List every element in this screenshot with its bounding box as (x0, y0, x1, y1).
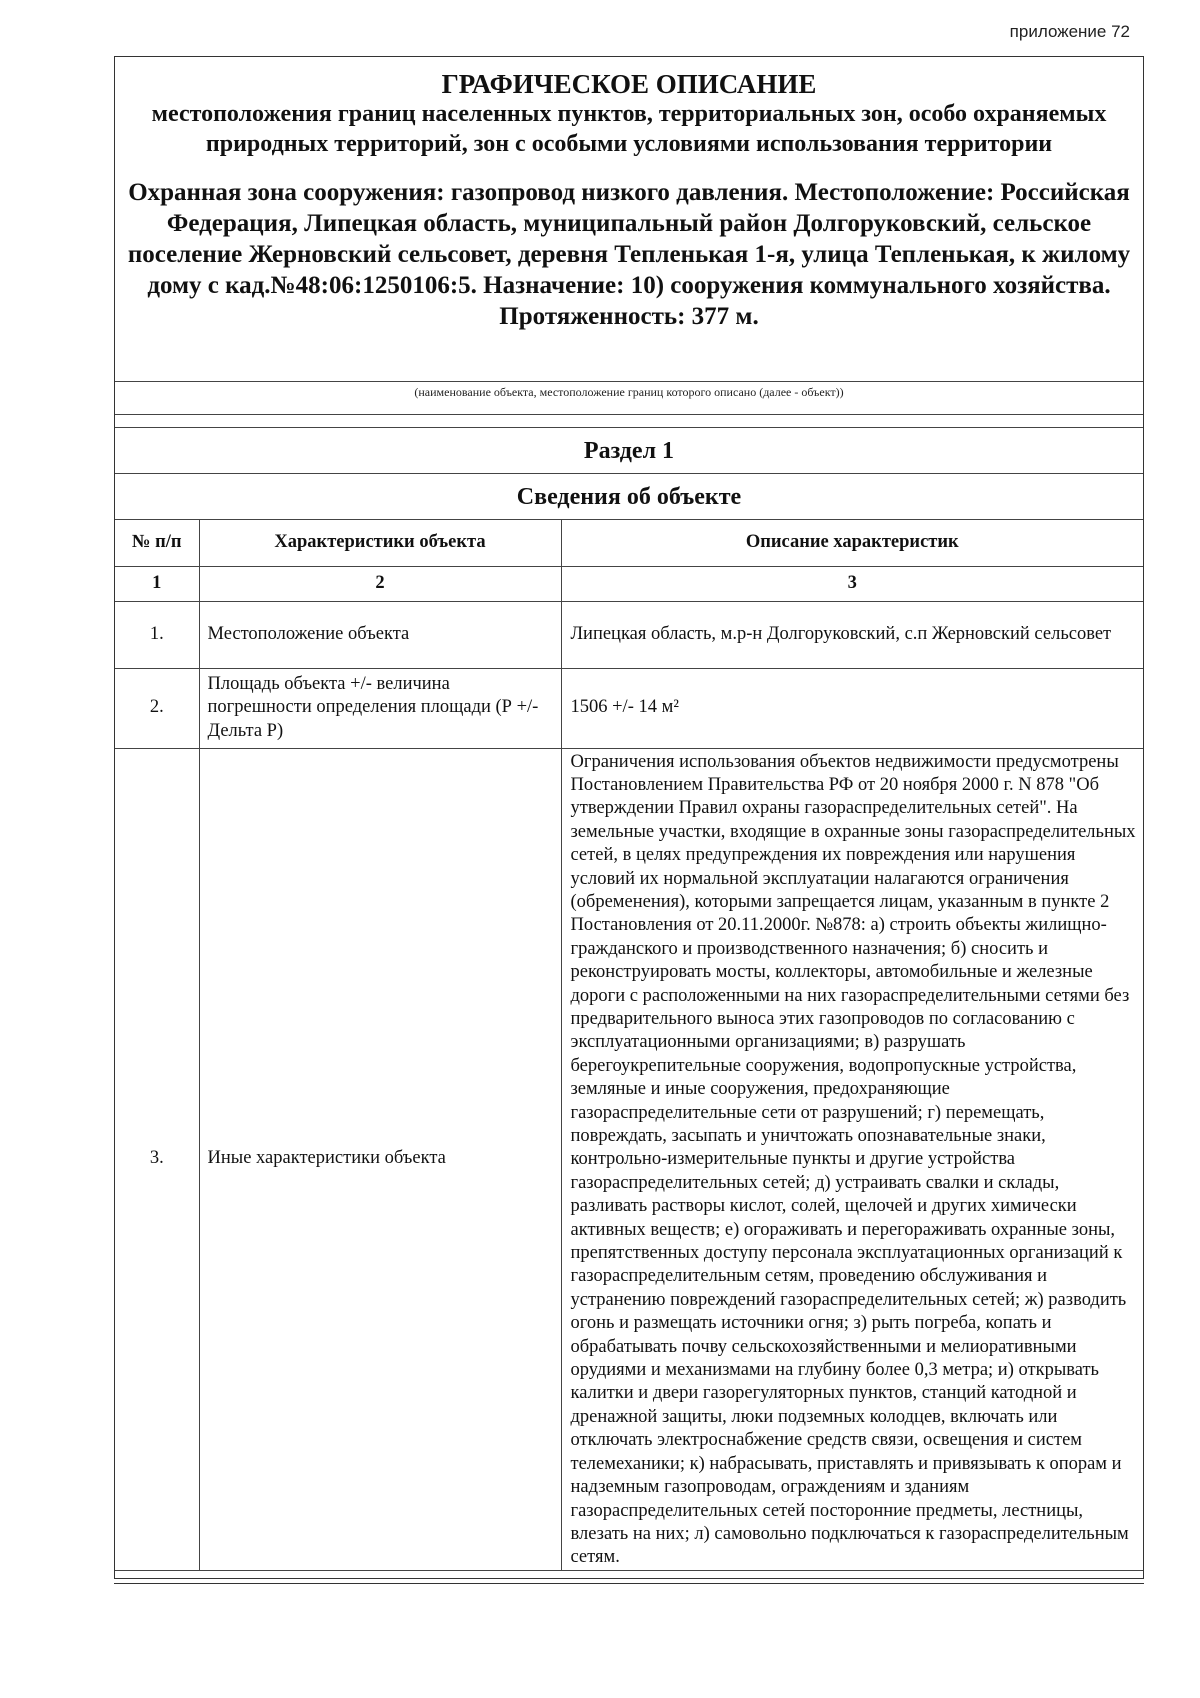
table-row (115, 668, 1143, 748)
row-number: 3. (115, 748, 199, 1570)
object-name: Охранная зона сооружения: газопровод низкого давления. Местоположение: Российская Федерация, Липецкая область, муниципальный район Долгоруковский, сельское поселение Жерновский сельсовет, деревня Тепленькая 1-я, улица Тепленькая, к жилому дому с кад.№48:06:1250106:5. Назначение: 10) сооружения коммунального хозяйства. Протяженность: 377 м. (127, 179, 1131, 330)
document-subtitle: местоположения границ населенных пунктов, территориальных зон, особо охраняемых природных территорий, зон с особыми условиями использования территории (151, 101, 1107, 157)
row-description: Липецкая область, м.р-н Долгоруковский, с.п Жерновский сельсовет (561, 601, 1143, 668)
object-info-table (115, 520, 1143, 1571)
document-header (115, 57, 1143, 382)
section-subtitle: Сведения об объекте (115, 474, 1143, 520)
row-characteristic: Площадь объекта +/- величина погрешности определения площади (Р +/- Дельта Р) (199, 668, 561, 748)
row-number: 2. (115, 668, 199, 748)
document-title: ГРАФИЧЕСКОЕ ОПИСАНИЕ (441, 69, 817, 99)
document-frame (114, 56, 1144, 1579)
row-description: 1506 +/- 14 м² (561, 668, 1143, 748)
table-header-row (115, 520, 1143, 566)
column-number-row (115, 566, 1143, 601)
row-number: 1. (115, 601, 199, 668)
row-characteristic: Местоположение объекта (199, 601, 561, 668)
row-description: Ограничения использования объектов недвижимости предусмотрены Постановлением Правительства РФ от 20 ноября 2000 г. N 878 "Об утверждении Правил охраны газораспределительных сетей". На земельные участки, входящие в охранные зоны газораспределительных сетей, в целях предупреждения их повреждения или нарушения условий их нормальной эксплуатации налагаются ограничения (обременения), которыми запрещается лицам, указанным в пункте 2 Постановления от 20.11.2000г. №878: а) строить объекты жилищно-гражданского и производственного назначения; б) сносить и реконструировать мосты, коллекторы, автомобильные и железные дороги с расположенными на них газораспределительными сетями без предварительного выноса этих газопроводов по согласованию с эксплуатационными организациями; в) разрушать берегоукрепительные сооружения, водопропускные устройства, земляные и иные сооружения, предохраняющие газораспределительные сети от разрушений; г) перемещать, повреждать, засыпать и уничтожать опознавательные знаки, контрольно-измерительные пункты и другие устройства газораспределительных сетей; д) устраивать свалки и склады, разливать растворы кислот, солей, щелочей и других химически активных веществ; е) огораживать и перегораживать охранные зоны, препятственных доступу персонала эксплуатационных организаций к газораспределительным сетям, проведению обслуживания и устранению повреждений газораспределительных сетей; ж) разводить огонь и размещать источники огня; з) рыть погреба, копать и обрабатывать почву сельскохозяйственными и мелиоративными орудиями и механизмами на глубину более 0,3 метра; и) открывать калитки и двери газорегуляторных пунктов, станций катодной и дренажной защиты, люки подземных колодцев, включать или отключать электроснабжение средств связи, освещения и систем телемеханики; к) набрасывать, приставлять и привязывать к опорам и надземным газопроводам, ограждениям и зданиям газораспределительных сетей посторонние предметы, лестницы, влезать на них; л) самовольно подключаться к газораспределительным сетям. (561, 748, 1143, 1570)
column-number-2: 2 (199, 566, 561, 601)
column-number-3: 3 (561, 566, 1143, 601)
column-number-1: 1 (115, 566, 199, 601)
row-characteristic: Иные характеристики объекта (199, 748, 561, 1570)
object-caption: (наименование объекта, местоположение границ которого описано (далее - объект)) (115, 382, 1143, 415)
table-row (115, 601, 1143, 668)
section-title: Раздел 1 (115, 428, 1143, 474)
appendix-label: приложение 72 (1009, 22, 1130, 41)
header-characteristic: Характеристики объекта (199, 520, 561, 566)
bottom-rule (114, 1583, 1144, 1584)
table-row (115, 748, 1143, 1570)
header-description: Описание характеристик (561, 520, 1143, 566)
spacer-row (115, 415, 1143, 428)
header-number: № п/п (115, 520, 199, 566)
